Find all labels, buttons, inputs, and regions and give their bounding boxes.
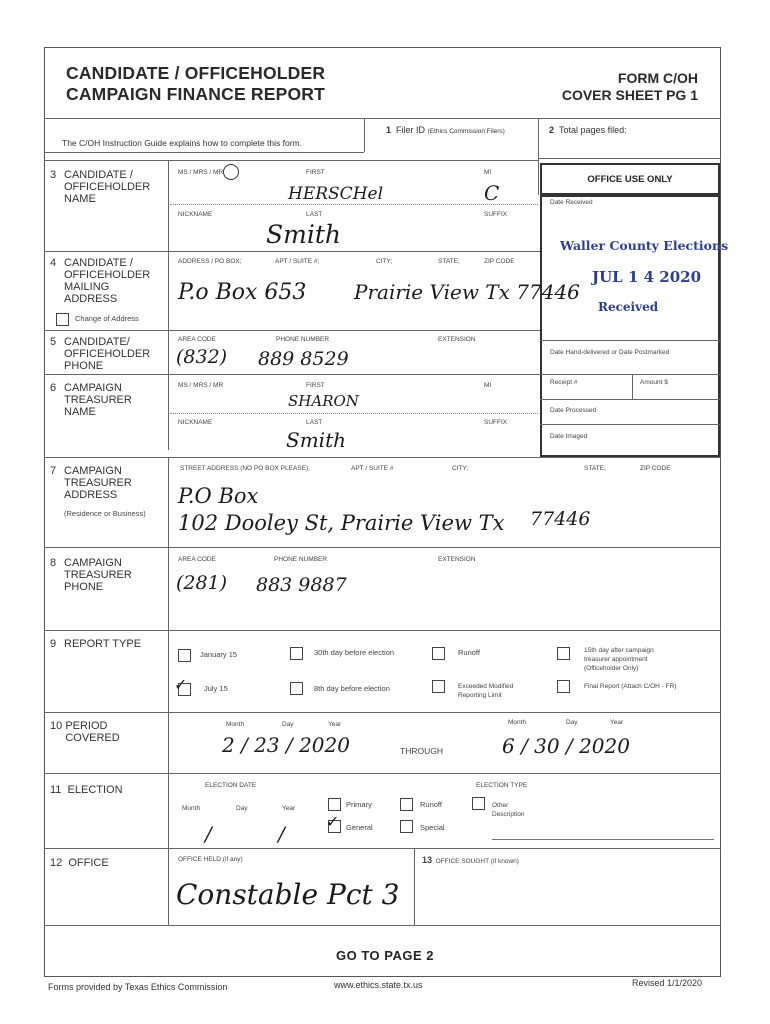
other-description-line xyxy=(492,839,714,840)
divider xyxy=(538,158,721,159)
election-runoff-checkbox[interactable] xyxy=(400,798,413,811)
form-id xyxy=(562,70,698,104)
candidate-mi[interactable]: C xyxy=(484,181,500,205)
salutation-label: MS / MRS / MR xyxy=(178,169,224,176)
from-month-label: Month xyxy=(226,721,245,728)
candidate-first-name[interactable]: HERSCHel xyxy=(288,184,384,204)
received-stamp-line-3: Received xyxy=(598,300,659,314)
8th-day-checkbox[interactable] xyxy=(290,682,303,695)
election-month-label: Month xyxy=(182,805,201,812)
received-stamp-date: JUL 1 4 2020 xyxy=(592,268,702,286)
treasurer-area-code[interactable]: (281) xyxy=(176,572,228,594)
section-8-number: 8 xyxy=(50,557,57,569)
check-mark-icon: ✓ xyxy=(174,677,188,694)
8th-day-label: 8th day before election xyxy=(314,684,390,693)
other-checkbox[interactable] xyxy=(472,797,485,810)
date-received-label: Date Received xyxy=(550,199,593,206)
divider xyxy=(44,630,721,631)
area-code-label: AREA CODE xyxy=(178,336,216,343)
treasurer-mi-label: MI xyxy=(484,382,492,389)
treasurer-last-label: LAST xyxy=(306,419,323,426)
city-label: CITY; xyxy=(376,258,393,265)
divider xyxy=(44,457,721,458)
candidate-city-state-zip[interactable]: Prairie View Tx 77446 xyxy=(354,280,580,304)
dotted-line xyxy=(170,204,538,205)
runoff-label: Runoff xyxy=(458,648,480,657)
treasurer-first-name[interactable]: SHARON xyxy=(288,392,359,410)
form-id-line-1: FORM C/OH xyxy=(617,70,698,86)
treasurer-nickname-label: NICKNAME xyxy=(178,419,213,426)
filer-id-label: 1 Filer ID (Ethics Commission Filers) xyxy=(386,125,505,135)
section-5-number: 5 xyxy=(50,336,57,348)
section-7-number: 7 xyxy=(50,465,57,477)
treasurer-phone-number-label: PHONE NUMBER xyxy=(274,556,328,563)
nickname-label: NICKNAME xyxy=(178,211,213,218)
forms-provided-text: Forms provided by Texas Ethics Commission xyxy=(48,982,228,992)
instruction-text: The C/OH Instruction Guide explains how to complete this form. xyxy=(62,138,302,148)
change-of-address-label: Change of Address xyxy=(75,314,139,323)
divider xyxy=(632,374,633,399)
candidate-name-label: CANDIDATE / OFFICEHOLDER NAME xyxy=(64,169,151,205)
form-title xyxy=(66,63,325,105)
divider xyxy=(44,160,538,161)
section-6-number: 6 xyxy=(50,382,57,394)
ethics-url-link[interactable]: www.ethics.state.tx.us xyxy=(334,980,423,990)
divider xyxy=(44,330,540,331)
mi-label: MI xyxy=(484,169,492,176)
report-type-label: REPORT TYPE xyxy=(64,638,142,650)
treasurer-address-label: CAMPAIGN TREASURER ADDRESS xyxy=(64,465,132,501)
election-type-label: ELECTION TYPE xyxy=(476,782,528,789)
special-checkbox[interactable] xyxy=(400,820,413,833)
office-sought-label: 13 OFFICE SOUGHT (if known) xyxy=(422,855,519,865)
divider xyxy=(44,251,540,252)
divider xyxy=(44,118,721,119)
election-day-label: Day xyxy=(236,805,248,812)
check-mark-icon: ✓ xyxy=(326,814,340,831)
apt-label: APT / SUITE #; xyxy=(275,258,320,265)
period-to-date[interactable]: 6 / 30 / 2020 xyxy=(502,734,630,758)
date-processed-label: Date Processed xyxy=(550,407,597,414)
divider xyxy=(414,848,415,925)
january-15-checkbox[interactable] xyxy=(178,649,191,662)
section-11-label: 11 ELECTION xyxy=(50,784,123,796)
period-from-date[interactable]: 2 / 23 / 2020 xyxy=(222,733,350,757)
treasurer-zip[interactable]: 77446 xyxy=(530,508,591,530)
office-use-box xyxy=(540,195,720,457)
street-address-label: STREET ADDRESS (NO PO BOX PLEASE); xyxy=(180,465,310,472)
dotted-line xyxy=(170,413,538,414)
treasurer-name-label: CAMPAIGN TREASURER NAME xyxy=(64,382,132,418)
section-10-label: 10 PERIOD COVERED xyxy=(50,720,120,744)
treasurer-salutation-label: MS / MRS / MR xyxy=(178,382,224,389)
divider xyxy=(44,547,721,548)
receipt-label: Receipt # xyxy=(550,379,578,386)
residence-business-label: (Residence or Business) xyxy=(64,509,146,518)
divider xyxy=(540,399,720,400)
zip-label: ZIP CODE xyxy=(484,258,515,265)
suffix-label: SUFFIX xyxy=(484,211,508,218)
divider xyxy=(44,848,721,849)
divider xyxy=(44,712,721,713)
treasurer-zip-label: ZIP CODE xyxy=(640,465,671,472)
divider xyxy=(168,457,169,925)
section-12-label: 12 OFFICE xyxy=(50,857,109,869)
to-day-label: Day xyxy=(566,719,578,726)
15th-day-label: 15th day after campaign treasurer appointment (Officeholder Only) xyxy=(584,647,654,672)
extension-label: EXTENSION xyxy=(438,336,476,343)
special-label: Special xyxy=(420,823,445,832)
final-report-label: Final Report (Attach C/OH - FR) xyxy=(584,683,677,690)
address-label: ADDRESS / PO BOX; xyxy=(178,258,242,265)
30th-day-checkbox[interactable] xyxy=(290,647,303,660)
general-label: General xyxy=(346,823,373,832)
section-4-number: 4 xyxy=(50,257,57,269)
divider xyxy=(540,424,720,425)
to-month-label: Month xyxy=(508,719,527,726)
office-held-value[interactable]: Constable Pct 3 xyxy=(176,878,400,911)
phone-number-label: PHONE NUMBER xyxy=(276,336,330,343)
candidate-phone-label: CANDIDATE/ OFFICEHOLDER PHONE xyxy=(64,336,151,372)
state-label: STATE; xyxy=(438,258,460,265)
change-of-address-checkbox[interactable] xyxy=(56,313,69,326)
30th-day-label: 30th day before election xyxy=(314,648,395,657)
through-label: THROUGH xyxy=(400,746,443,756)
salutation-circle xyxy=(223,164,239,180)
candidate-area-code[interactable]: (832) xyxy=(176,346,228,368)
election-date-label: ELECTION DATE xyxy=(205,782,257,789)
other-description-label: Other Description xyxy=(492,802,525,818)
treasurer-area-code-label: AREA CODE xyxy=(178,556,216,563)
office-use-title: OFFICE USE ONLY xyxy=(587,174,673,185)
title-line-2: CAMPAIGN FINANCE REPORT xyxy=(66,84,325,104)
primary-label: Primary xyxy=(346,800,372,809)
title-line-1: CANDIDATE / OFFICEHOLDER xyxy=(66,63,326,83)
to-year-label: Year xyxy=(610,719,624,726)
treasurer-city-label: CITY; xyxy=(452,465,469,472)
treasurer-address-line-2[interactable]: 102 Dooley St, Prairie View Tx xyxy=(178,511,505,535)
candidate-phone-number[interactable]: 889 8529 xyxy=(258,348,349,370)
january-15-label: January 15 xyxy=(200,650,238,659)
form-id-line-2: COVER SHEET PG 1 xyxy=(561,87,698,103)
received-stamp-line-1: Waller County Elections xyxy=(560,238,729,253)
first-name-label: FIRST xyxy=(306,169,325,176)
date-hand-delivered-label: Date Hand-delivered or Date Postmarked xyxy=(550,349,670,356)
treasurer-first-label: FIRST xyxy=(306,382,325,389)
divider xyxy=(44,152,364,153)
from-year-label: Year xyxy=(328,721,342,728)
treasurer-phone-number[interactable]: 883 9887 xyxy=(256,574,347,596)
runoff-checkbox[interactable] xyxy=(432,647,445,660)
final-report-checkbox[interactable] xyxy=(557,680,570,693)
treasurer-state-label: STATE; xyxy=(584,465,606,472)
office-held-label: OFFICE HELD (if any) xyxy=(178,856,243,863)
divider xyxy=(538,118,539,195)
go-to-page-2[interactable]: GO TO PAGE 2 xyxy=(336,948,434,963)
divider xyxy=(540,340,720,341)
section-9-number: 9 xyxy=(50,638,57,650)
july-15-label: July 15 xyxy=(204,684,228,693)
treasurer-address-line-1[interactable]: P.O Box xyxy=(178,484,259,508)
total-pages-label: 2 Total pages filed: xyxy=(549,125,627,135)
divider xyxy=(364,118,365,152)
from-day-label: Day xyxy=(282,721,294,728)
treasurer-last-name[interactable]: Smith xyxy=(286,428,346,452)
amount-label: Amount $ xyxy=(640,379,668,386)
election-year-label: Year xyxy=(282,805,296,812)
exceeded-limit-label: Exceeded Modified Reporting Limit xyxy=(458,683,514,699)
date-imaged-label: Date Imaged xyxy=(550,433,588,440)
divider xyxy=(44,925,721,926)
mailing-address-label: CANDIDATE / OFFICEHOLDER MAILING ADDRESS xyxy=(64,257,151,305)
primary-checkbox[interactable] xyxy=(328,798,341,811)
divider xyxy=(44,773,721,774)
election-date-value[interactable]: / / xyxy=(205,822,315,846)
exceeded-limit-checkbox[interactable] xyxy=(432,680,445,693)
divider xyxy=(540,374,720,375)
divider xyxy=(44,374,540,375)
election-runoff-label: Runoff xyxy=(420,800,442,809)
last-name-label: LAST xyxy=(306,211,323,218)
candidate-address[interactable]: P.o Box 653 xyxy=(178,280,307,305)
revised-date: Revised 1/1/2020 xyxy=(632,978,703,988)
treasurer-apt-label: APT / SUITE # xyxy=(351,465,394,472)
section-3-label: 3 xyxy=(50,169,57,181)
15th-day-checkbox[interactable] xyxy=(557,647,570,660)
candidate-last-name[interactable]: Smith xyxy=(266,220,341,249)
treasurer-extension-label: EXTENSION xyxy=(438,556,476,563)
treasurer-suffix-label: SUFFIX xyxy=(484,419,508,426)
divider xyxy=(168,160,169,450)
treasurer-phone-label: CAMPAIGN TREASURER PHONE xyxy=(64,557,132,593)
